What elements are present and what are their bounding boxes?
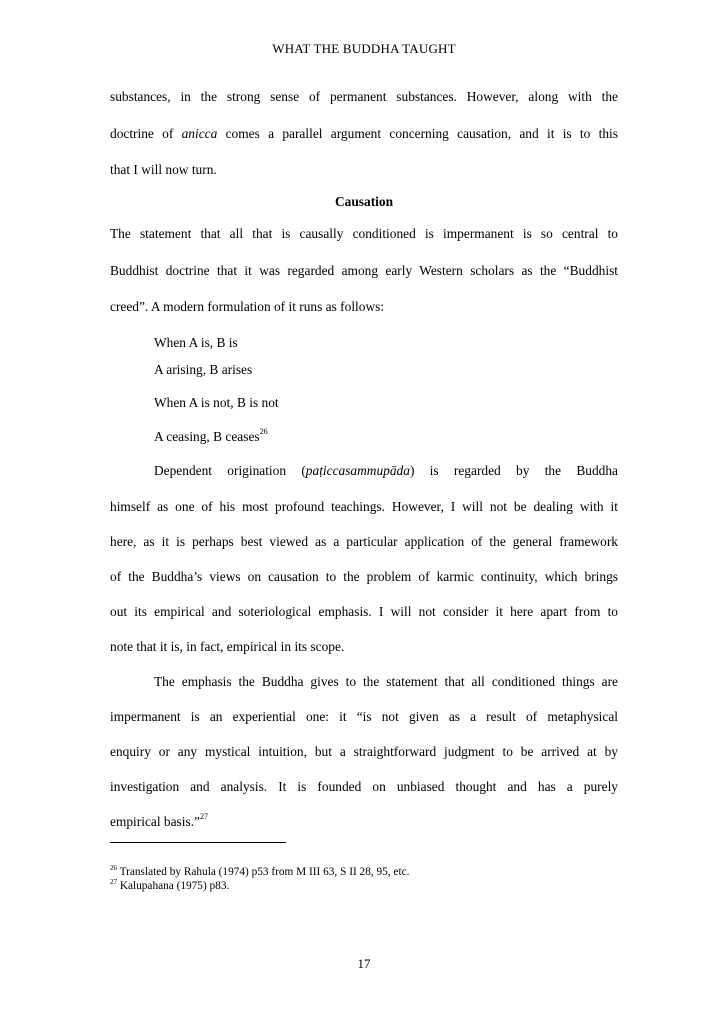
body-line: creed”. A modern formulation of it runs as follows: (110, 299, 385, 314)
body-line: of the Buddha’s views on causation to the problem of karmic continuity, which brings (110, 569, 618, 584)
body-line: enquiry or any mystical intuition, but a straightforward judgment to be arrived at by (110, 744, 618, 759)
formula-line: A arising, B arises (154, 362, 253, 377)
pali-term: paṭiccasammupāda (305, 463, 410, 478)
page-number: 17 (357, 956, 371, 971)
running-head: WHAT THE BUDDHA TAUGHT (272, 41, 456, 56)
formula-line: When A is not, B is not (154, 395, 279, 410)
text-run: Dependent origination ( (154, 463, 306, 478)
body-line: Buddhist doctrine that it was regarded among early Western scholars as the “Buddhist (110, 263, 618, 278)
body-line: that I will now turn. (110, 162, 217, 177)
body-line: impermanent is an experiential one: it “is not given as a result of metaphysical (110, 709, 618, 724)
footnote-ref[interactable]: 26 (259, 427, 268, 436)
body-line: out its empirical and soteriological emphasis. I will not consider it here apart from to (110, 604, 618, 619)
body-line: substances, in the strong sense of permanent substances. However, along with the (110, 89, 618, 104)
formula-line (154, 428, 618, 446)
footnote-text: Kalupahana (1975) p83. (117, 880, 230, 892)
text-run: doctrine of (110, 126, 182, 141)
text-run: empirical basis.” (110, 814, 200, 829)
footnote-number: 26 (110, 864, 117, 872)
footnote (110, 865, 409, 879)
footnote-text: Translated by Rahula (1974) p53 from M III 63, S II 28, 95, etc. (117, 866, 410, 878)
footnote-separator (110, 842, 286, 843)
text-run: comes a parallel argument concerning causation, and it is to this (217, 126, 618, 141)
footnote-number: 27 (110, 878, 117, 886)
text-run: A ceasing, B ceases (154, 429, 260, 444)
footnote (110, 879, 229, 893)
body-line: The statement that all that is causally conditioned is impermanent is so central to (110, 226, 618, 241)
body-line: here, as it is perhaps best viewed as a particular application of the general framework (110, 534, 618, 549)
section-heading: Causation (334, 194, 394, 209)
body-line: himself as one of his most profound teachings. However, I will not be dealing with it (110, 499, 618, 514)
body-line: The emphasis the Buddha gives to the statement that all conditioned things are (154, 674, 618, 689)
body-line: note that it is, in fact, empirical in its scope. (110, 639, 345, 654)
formula-line: When A is, B is (154, 335, 238, 350)
text-run: ) is regarded by the Buddha (409, 463, 618, 478)
body-line: investigation and analysis. It is founded on unbiased thought and has a purely (110, 779, 618, 794)
footnote-ref[interactable]: 27 (199, 812, 208, 821)
pali-term: anicca (181, 126, 218, 141)
body-line (110, 125, 618, 143)
body-line (110, 813, 618, 831)
body-line (154, 462, 618, 480)
